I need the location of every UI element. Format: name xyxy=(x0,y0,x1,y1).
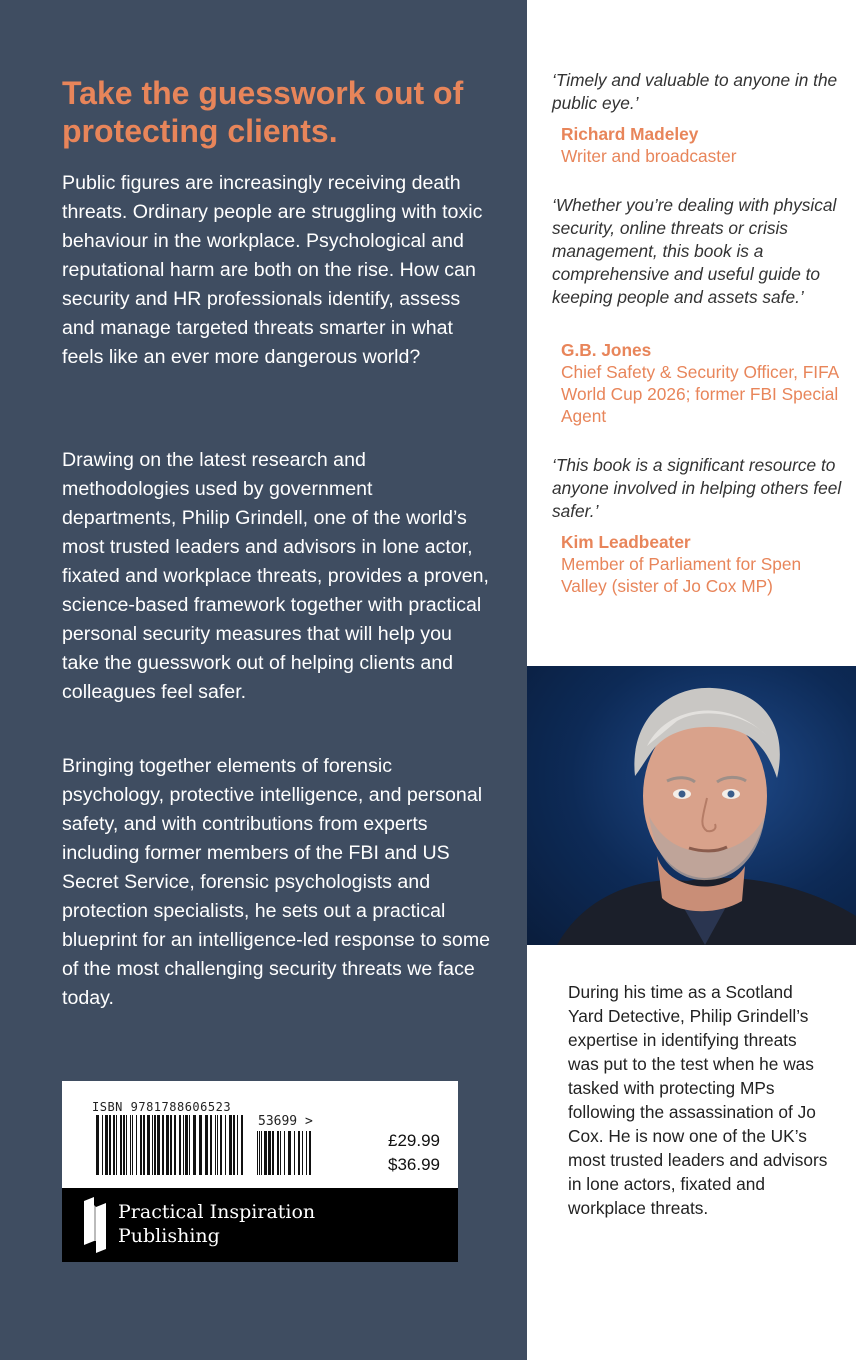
barcode-addon-text: 53699 > xyxy=(258,1114,313,1129)
isbn-text: ISBN 9781788606523 xyxy=(92,1100,232,1114)
price-usd: $36.99 xyxy=(388,1155,440,1174)
author-portrait-icon xyxy=(527,666,856,945)
endorser-role-2: Chief Safety & Security Officer, FIFA World Cup 2026; former FBI Special Agent xyxy=(561,362,839,426)
endorsement-quote-3: ‘This book is a significant resource to anyone involved in helping others feel safer.’ xyxy=(552,455,842,521)
endorsement-quote-1: ‘Timely and valuable to anyone in the public eye.’ xyxy=(552,70,838,113)
barcode-addon-icon xyxy=(257,1131,315,1175)
barcode-panel xyxy=(62,1081,458,1188)
endorser-role-1: Writer and broadcaster xyxy=(561,146,737,166)
endorser-name-3: Kim Leadbeater xyxy=(561,532,691,552)
endorser-role-3: Member of Parliament for Spen Valley (sister of Jo Cox MP) xyxy=(561,554,802,596)
publisher-name-line1: Practical Inspiration xyxy=(118,1201,316,1223)
author-bio: During his time as a Scotland Yard Detective, Philip Grindell’s expertise in identifying threats was put to the test when he was tasked with protecting MPs following the assassination of Jo Cox. He is now one of the UK’s most trusted leaders and advisors in lone actors, fixated and workplace threats. xyxy=(568,982,828,1218)
endorsement-quote-2: ‘Whether you’re dealing with physical security, online threats or crisis management, this book is a comprehensive and useful guide to keeping people and assets safe.’ xyxy=(552,195,837,307)
blurb-paragraph-2: Drawing on the latest research and methodologies used by government departments, Philip Grindell, one of the world’s most trusted leaders and advisors in lone actor, fixated and workplace threats, provides a proven, science-based framework together with practical personal security measures that will help you take the guesswork out of helping clients and colleagues feel safer. xyxy=(62,449,489,703)
publisher-panel xyxy=(62,1188,458,1262)
blurb-paragraph-3: Bringing together elements of forensic psychology, protective intelligence, and personal safety, and with contributions from experts including former members of the FBI and US Secret Service, forensic psychologists and protection specialists, he sets out a practical blueprint for an intelligence-led response to some of the most challenging security threats we face today. xyxy=(62,755,491,1009)
publisher-logo-icon xyxy=(82,1197,108,1253)
endorser-name-2: G.B. Jones xyxy=(561,340,652,360)
endorser-name-1: Richard Madeley xyxy=(561,124,699,144)
barcode-icon xyxy=(96,1115,246,1175)
blurb-paragraph-1: Public figures are increasingly receiving death threats. Ordinary people are struggling with toxic behaviour in the workplace. Psychological and reputational harm are both on the rise. How can security and HR professionals identify, assess and manage targeted threats smarter in what feels like an ever more dangerous world? xyxy=(62,172,483,368)
author-photo xyxy=(527,666,856,945)
cover-headline: Take the guesswork out of protecting clients. xyxy=(62,75,464,149)
price-gbp: £29.99 xyxy=(388,1131,440,1150)
publisher-name-line2: Publishing xyxy=(118,1225,220,1247)
